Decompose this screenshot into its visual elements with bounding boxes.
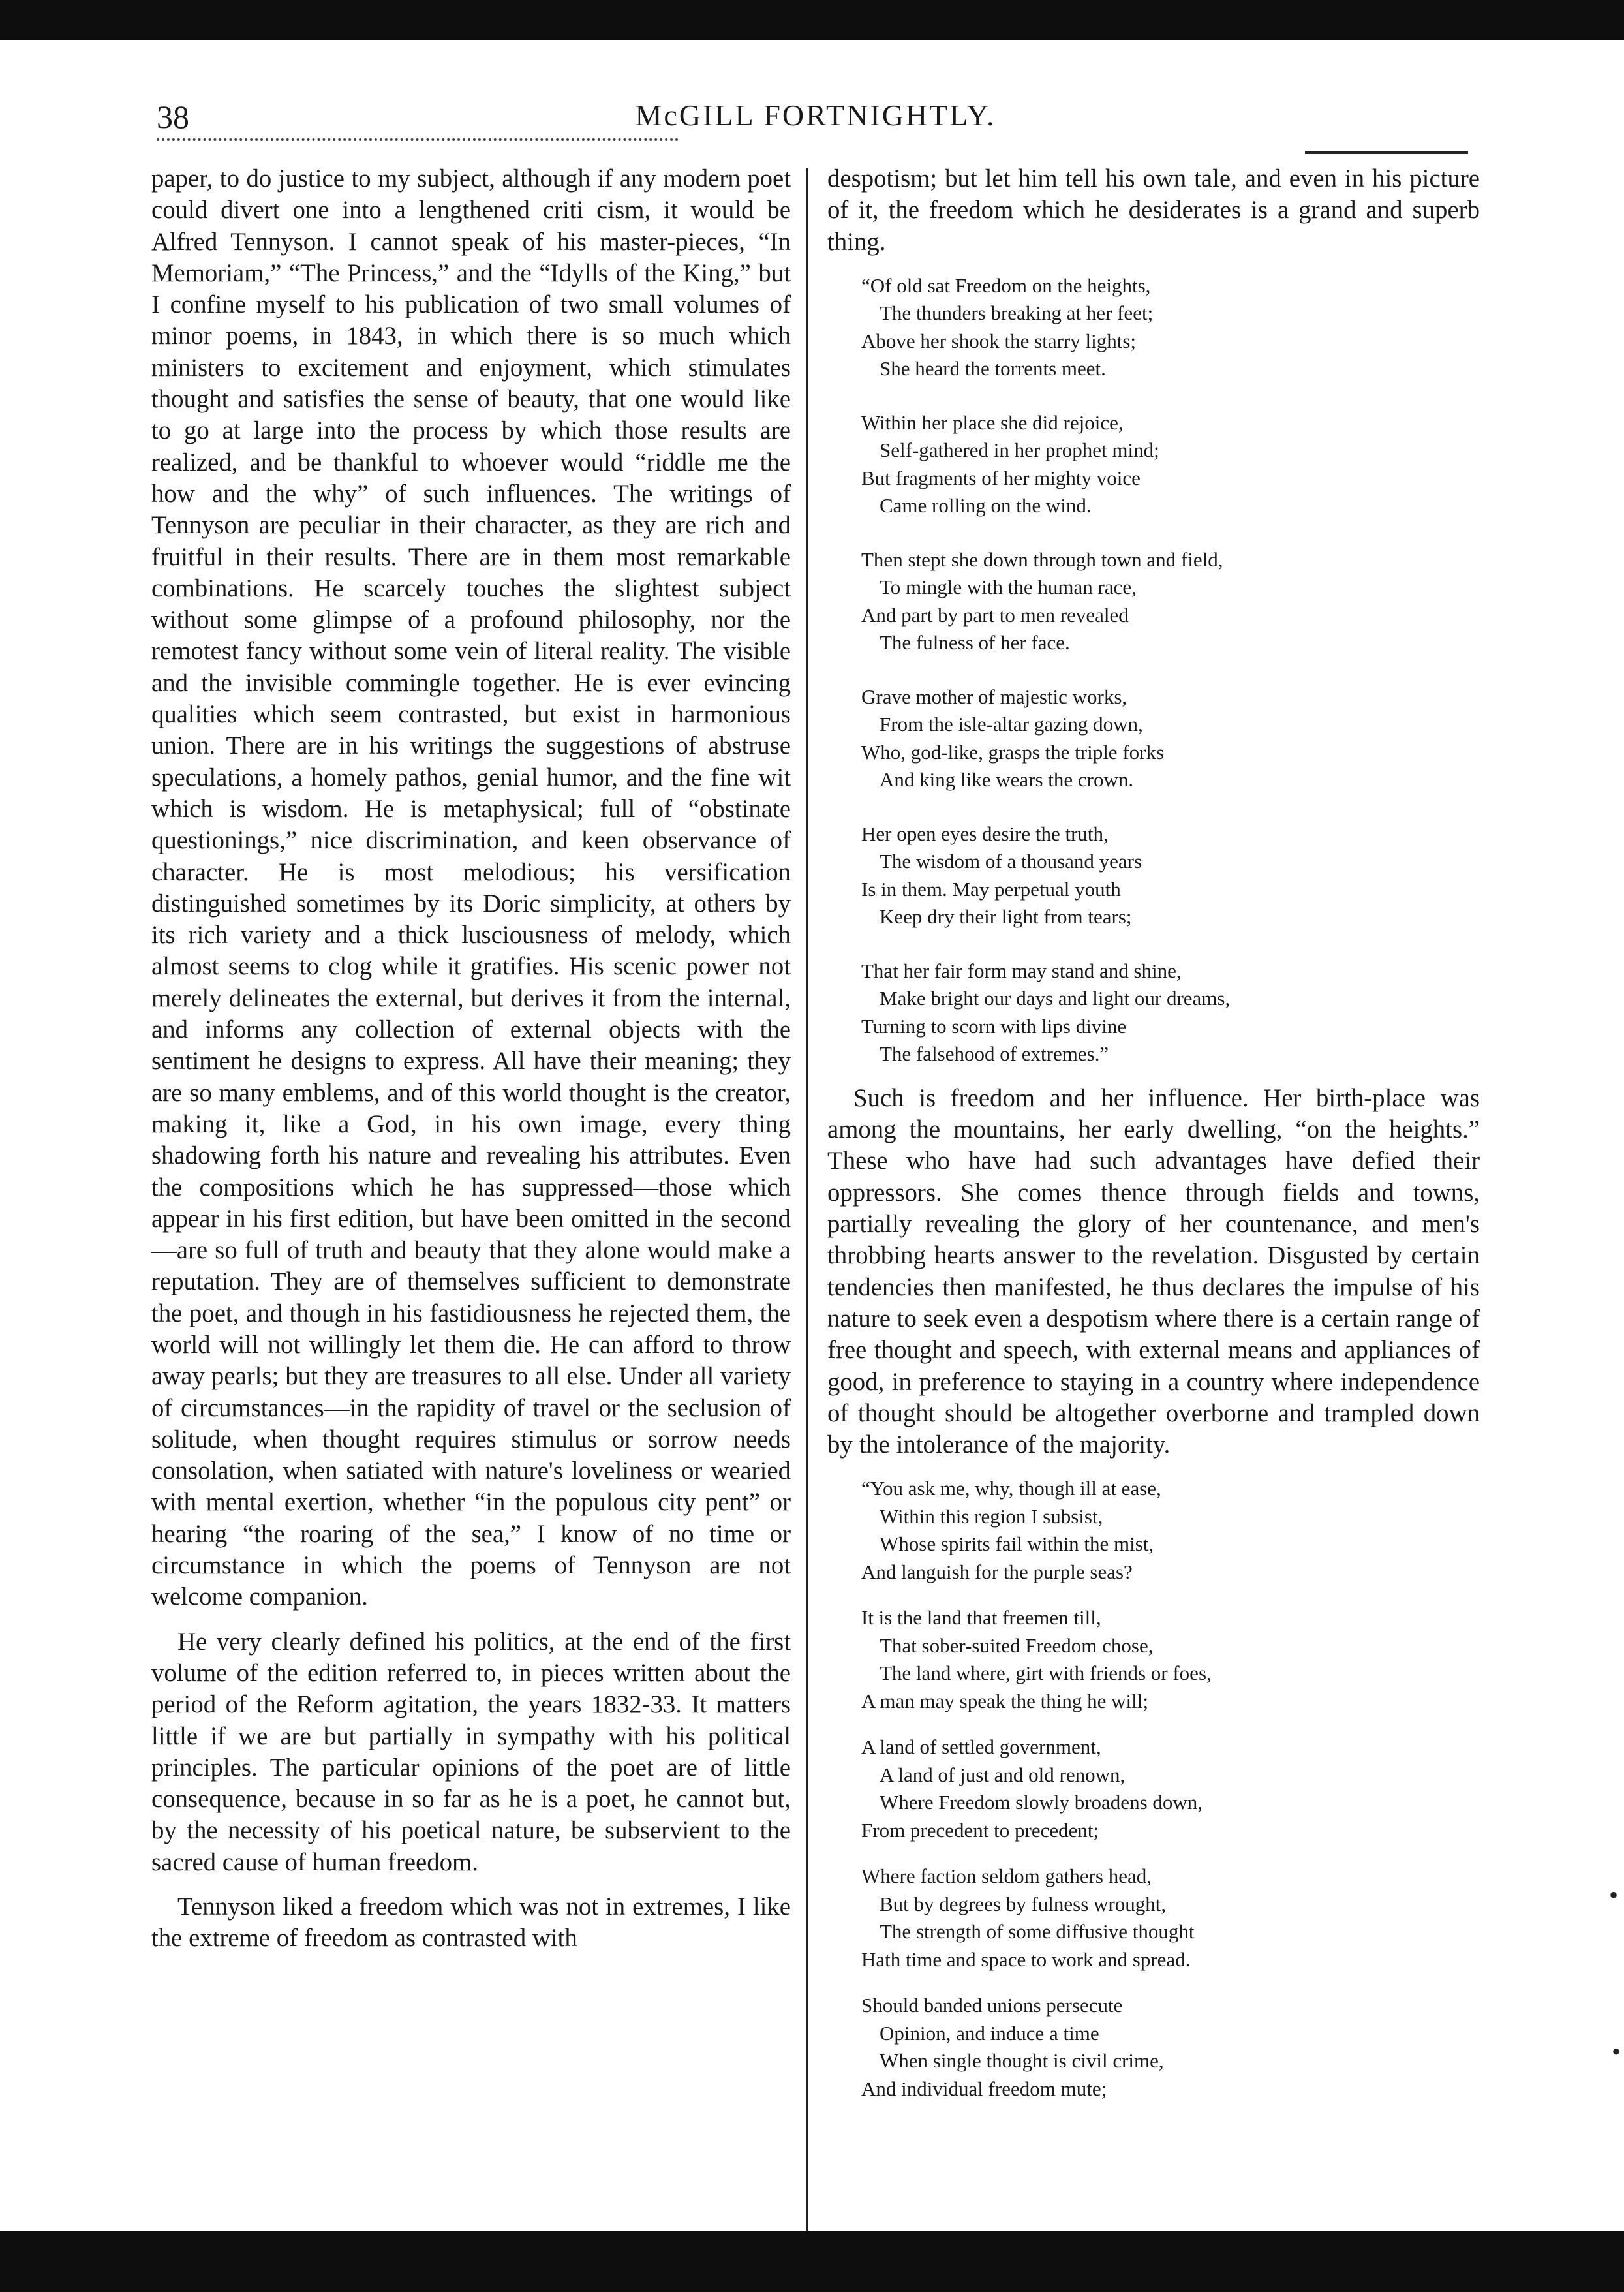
verse-line: That sober-suited Freedom chose,	[880, 1634, 1154, 1657]
verse-line: The land where, girt with friends or foes,	[880, 1662, 1212, 1685]
verse-line: The thunders breaking at her feet;	[880, 302, 1154, 325]
verse-line: A man may speak the thing he will;	[861, 1689, 1148, 1712]
verse-line: “Of old sat Freedom on the heights,	[861, 273, 1151, 297]
stanza	[861, 1863, 1480, 1974]
verse-line: And languish for the purple seas?	[861, 1560, 1133, 1583]
verse-line: And individual freedom mute;	[861, 2077, 1107, 2100]
verse-line: But by degrees by fulness wrought,	[880, 1892, 1167, 1915]
scan-speck: •	[1612, 2037, 1621, 2066]
verse-line: Above her shook the starry lights;	[861, 329, 1137, 352]
stanza	[861, 272, 1480, 383]
verse-line: Turning to scorn with lips divine	[861, 1014, 1127, 1038]
verse-line: But fragments of her mighty voice	[861, 466, 1141, 489]
verse-line: Then stept she down through town and field,	[861, 548, 1223, 571]
verse-line: And part by part to men revealed	[861, 603, 1129, 627]
scan-speck: •	[1609, 1880, 1619, 1910]
paragraph: Tennyson liked a freedom which was not in extremes, I like the extreme of freedom as contrasted with	[151, 1893, 791, 1953]
verse-line: Make bright our days and light our dreams,	[880, 987, 1231, 1010]
verse-line: A land of settled government,	[861, 1735, 1101, 1759]
verse-line: That her fair form may stand and shine,	[861, 959, 1182, 982]
verse-line: Keep dry their light from tears;	[880, 905, 1132, 929]
bottom-scan-border	[0, 2231, 1624, 2292]
running-head: McGILL FORTNIGHTLY.	[635, 99, 996, 132]
verse-line: From precedent to precedent;	[861, 1818, 1099, 1842]
paragraph: He very clearly defined his politics, at the end of the first volume of the edition referred to, in pieces written about the period of the Reform agitation, the years 1832-33. It matters little if we are but partially in sympathy with his political principles. The particular opinions of the poet are of little consequence, because in so far as he is a poet, he cannot but, by the necessity of his poetical nature, be subservient to the sacred cause of human freedom.	[151, 1627, 791, 1876]
stanza	[861, 1475, 1480, 1586]
verse-line: Who, god-like, grasps the triple forks	[861, 740, 1165, 764]
verse-line: To mingle with the human race,	[880, 576, 1137, 599]
verse-line: It is the land that freemen till,	[861, 1606, 1101, 1630]
verse-line: Where Freedom slowly broadens down,	[880, 1791, 1203, 1814]
verse-line: She heard the torrents meet.	[880, 357, 1106, 380]
verse-line: Within her place she did rejoice,	[861, 410, 1124, 434]
verse-line: Where faction seldom gathers head,	[861, 1865, 1152, 1888]
verse-line: Came rolling on the wind.	[880, 494, 1092, 518]
stanza	[861, 1992, 1480, 2103]
stanza	[861, 546, 1480, 657]
verse-line: Within this region I subsist,	[880, 1504, 1103, 1528]
paragraph: Such is freedom and her influence. Her birth-place was among the mountains, her early dwelling, “on the heights.” These who have had such advantages have defied their oppressors. She comes thence through fields and towns, partially revealing the glory of her countenance, and men's throbbing hearts answer to the revelation. Disgusted by certain tendencies then manifested, he thus declares the impulse of his nature to seek even a despotism where there is a certain range of free thought and speech, with external means and appliances of good, in preference to staying in a country where independence of thought should be altogether overborne and trampled down by the intolerance of the majority.	[827, 1083, 1480, 1459]
header-dotted-rule	[157, 138, 679, 141]
verse-line: From the isle-altar gazing down,	[880, 713, 1143, 736]
verse-line: Is in them. May perpetual youth	[861, 877, 1121, 901]
left-column	[151, 163, 791, 1955]
verse-line: Self-gathered in her prophet mind;	[880, 439, 1159, 462]
verse-line: “You ask me, why, though ill at ease,	[861, 1477, 1161, 1500]
paragraph: despotism; but let him tell his own tale, and even in his picture of it, the freedom which he desiderates is a grand and superb thing.	[827, 164, 1480, 256]
verse-line: Grave mother of majestic works,	[861, 685, 1127, 708]
top-scan-border	[0, 0, 1624, 40]
verse-line: Should banded unions persecute	[861, 1994, 1123, 2017]
verse-line: The strength of some diffusive thought	[880, 1920, 1195, 1944]
verse-line: Opinion, and induce a time	[880, 2021, 1099, 2045]
stanza	[861, 1733, 1480, 1844]
stanza	[861, 409, 1480, 520]
paragraph: paper, to do justice to my subject, although if any modern poet could divert one into a lengthened criti cism, it would be Alfred Tennyson. I cannot speak of his master-pieces, “In Memoriam,” “The Princess,” and the “Idylls of the King,” but I confine myself to his publication of two small volumes of minor poems, in 1843, in which there is so much which ministers to excitement and enjoyment, which stimulates thought and satisfies the sense of beauty, that one would like to go at large into the process by which those results are realized, and be thankful to whoever would “riddle me the how and the why” of such influences. The writings of Tennyson are peculiar in their character, as they are rich and fruitful in their results. There are in them most remarkable combinations. He scarcely touches the slightest subject without some glimpse of a profound philosophy, nor the remotest fancy without some vein of literal reality. The visible and the invisible commingle together. He is ever evincing qualities which seem contrasted, but exist in harmonious union. There are in his writings the suggestions of abstruse speculations, a homely pathos, genial humor, and the fine wit which is wisdom. He is metaphysical; full of “obstinate questionings,” nice discrimination, and keen observance of character. He is most melodious; his versification distinguished sometimes by its Doric simplicity, at others by its rich variety and a thick lusciousness of melody, which almost seems to clog while it gratifies. His scenic power not merely delineates the external, but derives it from the internal, and informs any collection of external objects with the sentiment he designs to express. All have their meaning; they are so many emblems, and of this world thought is the creator, making it, like a God, in his own image, every thing shadowing forth his nature and revealing his attributes. Even the compositions which he has suppressed—those which appear in his first edition, but have been omitted in the second—are so full of truth and beauty that they alone would make a reputation. They are of themselves sufficient to demonstrate the poet, and though in his fastidiousness he rejected them, the world will not willingly let them die. He can afford to throw away pearls; but they are treasures to all else. Under all variety of circumstances—in the rapidity of travel or the seclusion of solitude, when thought requires stimulus or sorrow needs consolation, when satiated with nature's loveliness or wearied with mental exertion, whether “in the populous city pent” or hearing “the roaring of the sea,” I know of no time or circumstance in which the poems of Tennyson are not welcome companion.	[151, 164, 791, 1611]
verse-line: Her open eyes desire the truth,	[861, 822, 1109, 845]
header-rule	[1305, 151, 1468, 154]
verse-line: A land of just and old renown,	[880, 1763, 1126, 1786]
poem-freedom	[861, 272, 1480, 1068]
verse-line: Hath time and space to work and spread.	[861, 1947, 1191, 1971]
stanza	[861, 820, 1480, 931]
page-number: 38	[157, 99, 189, 135]
verse-line: When single thought is civil crime,	[880, 2049, 1164, 2073]
poem-you-ask-me	[861, 1475, 1480, 2103]
stanza	[861, 1604, 1480, 1715]
column-divider	[806, 168, 808, 2270]
verse-line: The fulness of her face.	[880, 631, 1070, 655]
verse-line: And king like wears the crown.	[880, 768, 1134, 792]
verse-line: Whose spirits fail within the mist,	[880, 1532, 1154, 1556]
stanza	[861, 683, 1480, 794]
stanza	[861, 957, 1480, 1068]
verse-line: The wisdom of a thousand years	[880, 850, 1142, 873]
page-header	[157, 98, 1475, 137]
right-column	[827, 163, 1480, 2103]
verse-line: The falsehood of extremes.”	[880, 1042, 1109, 1066]
